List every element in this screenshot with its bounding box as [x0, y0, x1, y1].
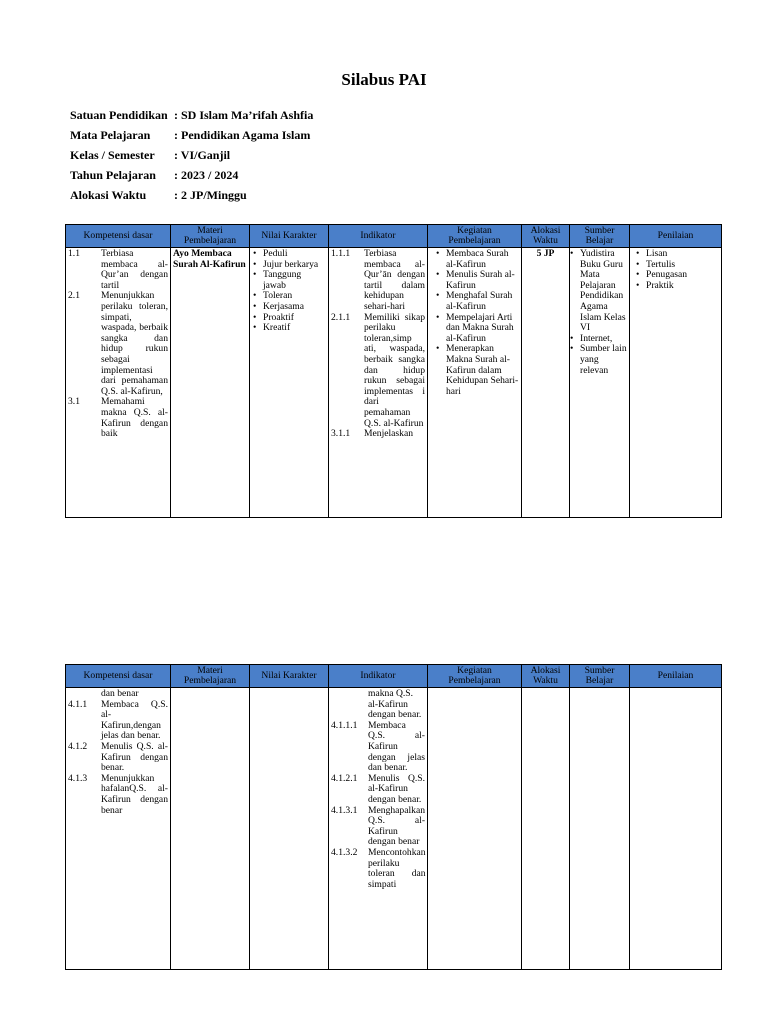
cell-alokasi: 5 JP — [522, 248, 570, 518]
kd-item: 4.1.3 Menunjukkan hafalanQ.S. al-Kafirun dengan benar — [68, 772, 168, 816]
kd-item: 3.1 Memahami makna Q.S. al-Kafirun dengan baik — [68, 396, 168, 440]
list-item: • Peduli — [263, 249, 326, 260]
cell-materi: Ayo Membaca Surah Al-Kafirun — [171, 248, 250, 518]
list-item: • Membaca Surah al-Kafirun — [446, 249, 519, 270]
cell-materi — [171, 688, 250, 970]
info-label: Kelas / Semester — [70, 148, 155, 162]
indikator-item: 4.1.3.1 Menghapalkan Q.S. al-Kafirun dengan benar — [331, 804, 426, 848]
info-label: Satuan Pendidikan — [70, 108, 168, 122]
kegiatan-list — [430, 249, 519, 397]
header-kegiatan: Kegiatan Pembelajaran — [428, 225, 522, 248]
info-row-satuan — [70, 108, 313, 128]
cell-kompetensi-dasar — [66, 688, 171, 970]
header-alokasi: Alokasi Waktu — [522, 225, 570, 248]
indikator-item: 1.1.1 Terbiasa membaca al-Qur’ān dengan tartil dalam kehidupan sehari-hari — [331, 248, 425, 312]
kd-item: 1.1 Terbiasa membaca al-Qur’an dengan tartil — [68, 248, 168, 291]
cell-sumber — [570, 688, 630, 970]
cell-nilai-karakter — [250, 248, 329, 518]
list-item: • Sumber lain yang relevan — [580, 344, 627, 376]
kd-item: 4.1.1 Membaca Q.S. al-Kafirun,dengan jelas dan benar. — [68, 698, 168, 742]
header-kegiatan: Kegiatan Pembelajaran — [428, 665, 522, 688]
list-item: • Internet, — [580, 334, 627, 345]
cell-sumber — [570, 248, 630, 518]
kd-continuation: dan benar — [101, 688, 139, 699]
list-item: • Menerapkan Makna Surah al-Kafirun dalam Kehidupan Sehari-hari — [446, 344, 519, 397]
header-materi: Materi Pembelajaran — [171, 225, 250, 248]
syllabus-table-page-1 — [65, 224, 722, 518]
header-alokasi: Alokasi Waktu — [522, 665, 570, 688]
info-label: Alokasi Waktu — [70, 188, 147, 202]
info-value: : VI/Ganjil — [174, 148, 231, 162]
list-item: • Proaktif — [263, 313, 326, 324]
penilaian-list — [632, 249, 719, 291]
list-item: • Tanggung jawab — [263, 270, 326, 291]
header-indikator: Indikator — [329, 225, 428, 248]
list-item: • Tertulis — [646, 260, 719, 271]
header-sumber: Sumber Belajar — [570, 225, 630, 248]
info-value: : Pendidikan Agama Islam — [174, 128, 311, 142]
cell-kompetensi-dasar — [66, 248, 171, 518]
indikator-item: 2.1.1 Memiliki sikap perilaku toleran,simp ati, waspada, berbaik sangka dan hidup rukun sebagai implementas i dari pemahaman Q.S. al-Kafirun — [331, 311, 425, 429]
header-kompetensi-dasar: Kompetensi dasar — [66, 665, 171, 688]
info-row-tahun — [70, 168, 313, 188]
info-row-alokasi — [70, 188, 313, 208]
cell-indikator — [329, 248, 428, 518]
cell-indikator — [329, 688, 428, 970]
list-item: • Kerjasama — [263, 302, 326, 313]
list-item: • Penugasan — [646, 270, 719, 281]
info-row-mapel — [70, 128, 313, 148]
header-nilai-karakter: Nilai Karakter — [250, 665, 329, 688]
header-sumber: Sumber Belajar — [570, 665, 630, 688]
list-item: • Praktik — [646, 281, 719, 292]
cell-penilaian — [630, 248, 722, 518]
indikator-continuation: makna Q.S. al-Kafirun dengan benar. — [368, 688, 422, 721]
header-penilaian: Penilaian — [630, 665, 722, 688]
page-title: Silabus PAI — [341, 70, 427, 89]
info-row-kelas — [70, 148, 313, 168]
indikator-item: 4.1.2.1 Menulis Q.S. al-Kafirun dengan benar. — [331, 772, 425, 805]
indikator-item: 3.1.1 Menjelaskan — [331, 428, 414, 440]
list-item: • Toleran — [263, 291, 326, 302]
list-item: • Kreatif — [263, 323, 326, 334]
list-item: • Jujur berkarya — [263, 260, 326, 271]
indikator-item: 4.1.1.1 Membaca Q.S. al-Kafirun dengan jelas dan benar. — [331, 719, 425, 774]
header-kompetensi-dasar: Kompetensi dasar — [66, 225, 171, 248]
list-item: • Menghafal Surah al-Kafirun — [446, 291, 519, 312]
syllabus-table-page-2 — [65, 664, 722, 970]
sumber-list — [572, 249, 627, 376]
list-item: • Yudistira Buku Guru Mata Pelajaran Pendidikan Agama Islam Kelas VI — [580, 249, 627, 334]
info-label: Tahun Pelajaran — [70, 168, 156, 182]
info-value: : 2023 / 2024 — [174, 168, 239, 182]
list-item: • Mempelajari Arti dan Makna Surah al-Kafirun — [446, 313, 519, 345]
info-value: : 2 JP/Minggu — [174, 188, 247, 202]
header-materi: Materi Pembelajaran — [171, 665, 250, 688]
cell-nilai-karakter — [250, 688, 329, 970]
header-indikator: Indikator — [329, 665, 428, 688]
kd-item: 4.1.2 Menulis Q.S. al-Kafirun dengan benar. — [68, 740, 168, 774]
cell-kegiatan — [428, 688, 522, 970]
cell-alokasi — [522, 688, 570, 970]
cell-penilaian — [630, 688, 722, 970]
cell-kegiatan — [428, 248, 522, 518]
list-item: • Menulis Surah al-Kafirun — [446, 270, 519, 291]
header-penilaian: Penilaian — [630, 225, 722, 248]
info-label: Mata Pelajaran — [70, 128, 151, 142]
indikator-item: 4.1.3.2 Mencontohkan perilaku toleran dan simpati — [331, 846, 426, 890]
header-nilai-karakter: Nilai Karakter — [250, 225, 329, 248]
nilai-list — [252, 249, 326, 334]
kd-item: 2.1 Menunjukkan perilaku toleran, simpati, waspada, berbaik sangka dan hidup rukun sebagai implementasi dari pemahaman Q.S. al-Kafirun, — [68, 290, 168, 397]
list-item: • Lisan — [646, 249, 719, 260]
syllabus-info — [70, 108, 313, 208]
info-value: : SD Islam Ma’rifah Ashfia — [174, 108, 314, 122]
